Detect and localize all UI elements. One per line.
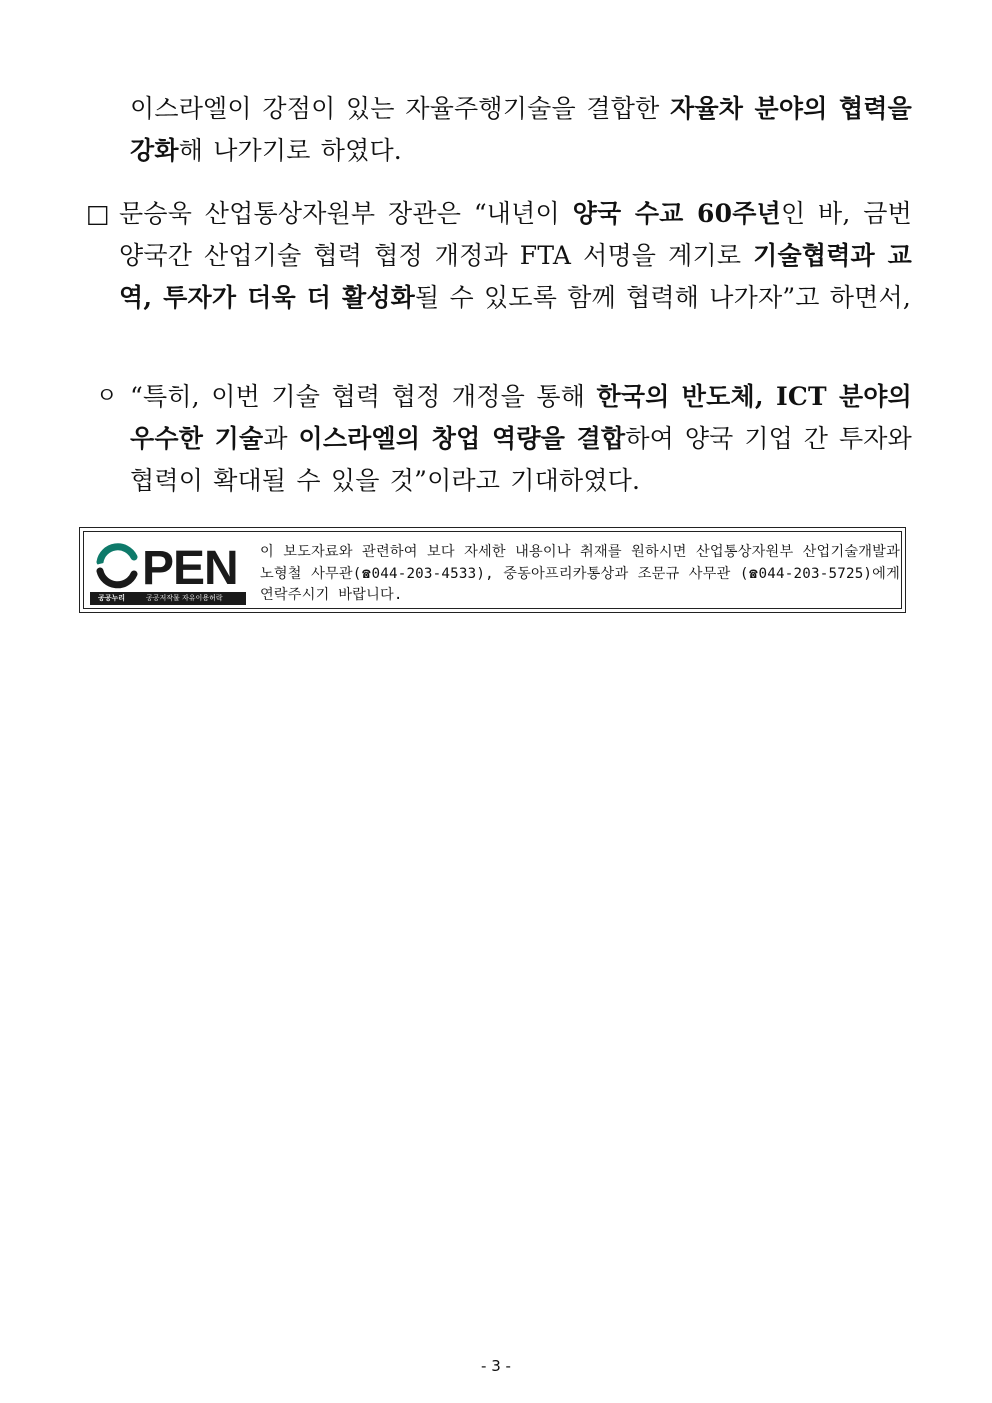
paragraph-text: 이스라엘이 강점이 있는 자율주행기술을 결합한 [130, 94, 671, 123]
paragraph-text: 인 바, 금번 양국간 산업기술 협력 협정 개정과 FTA 서명을 계기로 [119, 199, 912, 270]
paragraph-text: “특히, 이번 기술 협력 협정 개정을 통해 [130, 382, 597, 411]
paragraph-body [119, 193, 912, 319]
paragraph-bold-text: 기술협력과 교역, 투자가 더욱 더 활성화 [119, 241, 912, 312]
checkbox-bullet-icon: □ [86, 199, 110, 228]
open-logo-tag-primary: 공공누리 [98, 594, 126, 602]
paragraph-bold-text: 자율차 분야의 협력을 강화 [130, 94, 912, 165]
open-logo [90, 540, 246, 606]
contact-info-text: 이 보도자료와 관련하여 보다 자세한 내용이나 취재를 원하시면 산업통상자원부 산업기술개발과 노형철 사무관(☎044-203-4533), 중동아프리카통상과 조문규 사무관 (☎044-203-5725)에게 연락주시기 바랍니다. [260, 544, 900, 603]
svg-text:PEN: PEN [142, 542, 238, 590]
open-logo-tagline [90, 592, 246, 605]
open-logo-wordmark-icon [90, 540, 246, 590]
paragraph-bold-text: 이스라엘의 창업 역량을 결합 [298, 424, 626, 453]
paragraph-1 [130, 88, 912, 172]
paragraph-text: 하여 양국 기업 간 투자와 협력이 확대될 수 있을 것”이라고 기대하였다. [130, 424, 913, 495]
open-logo-tag-secondary: 공공저작물 자유이용허락 [146, 594, 223, 602]
open-license-inner-border [83, 531, 902, 609]
paragraph-bold-text: 양국 수교 60주년 [572, 199, 781, 228]
paragraph-text: 과 [263, 424, 299, 453]
paragraph-text: 문승욱 산업통상자원부 장관은 “내년이 [119, 199, 573, 228]
open-license-box [79, 527, 906, 613]
paragraph-body [130, 376, 912, 502]
page-number: - 3 - [481, 1357, 511, 1375]
circle-bullet-icon: ㅇ [96, 384, 118, 409]
paragraph-text: 될 수 있도록 함께 협력해 나가자”고 하면서, [415, 283, 911, 312]
paragraph-bold-text: 한국의 반도체, ICT 분야의 우수한 기술 [130, 382, 913, 453]
paragraph-text: 해 나가기로 하였다. [178, 136, 402, 165]
